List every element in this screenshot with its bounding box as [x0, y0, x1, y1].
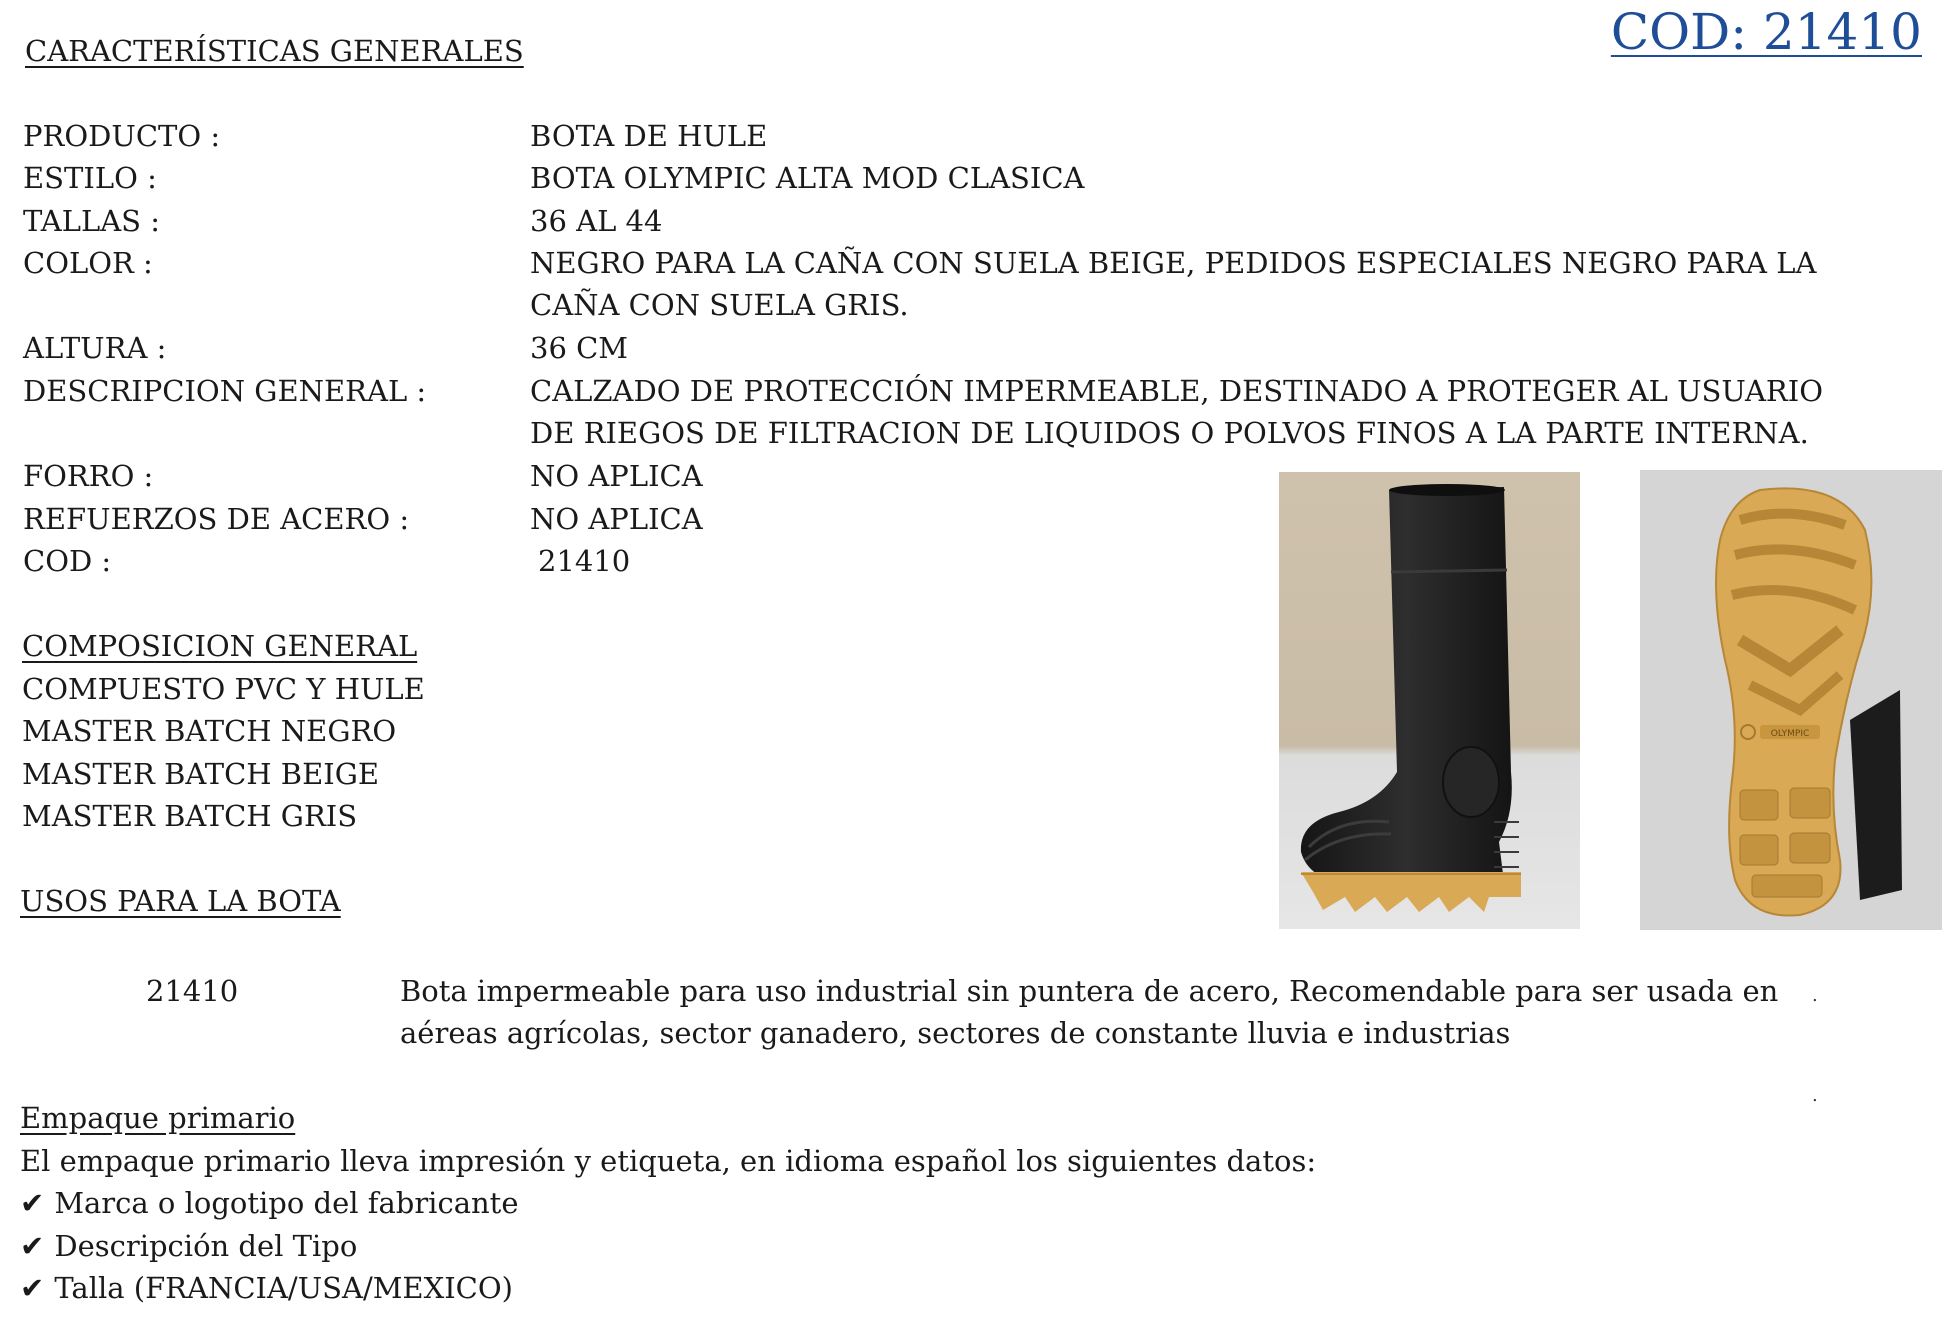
packaging-item: [20, 1267, 513, 1309]
spec-label-cod: COD :: [23, 544, 112, 578]
section-title: CARACTERÍSTICAS GENERALES: [25, 34, 524, 68]
checkmark-icon: ✔: [20, 1229, 45, 1263]
spec-value-descripcion: CALZADO DE PROTECCIÓN IMPERMEABLE, DESTINADO A PROTEGER AL USUARIO DE RIEGOS DE FILTRACION DE LIQUIDOS O POLVOS FINOS A LA PARTE INTERNA.: [530, 374, 1823, 450]
spec-value-refuerzos: NO APLICA: [530, 502, 703, 536]
uses-description-line: aéreas agrícolas, sector ganadero, sectores de constante lluvia e industrias: [400, 1016, 1511, 1050]
uses-description-line: Bota impermeable para uso industrial sin puntera de acero, Recomendable para ser usada en: [400, 974, 1779, 1008]
boot-sole-icon: [1640, 470, 1942, 930]
packaging-item-label: Marca o logotipo del fabricante: [54, 1186, 519, 1220]
spec-label-refuerzos: REFUERZOS DE ACERO :: [23, 502, 410, 536]
boot-side-icon: [1279, 472, 1580, 929]
checkmark-icon: ✔: [20, 1186, 45, 1220]
packaging-item: [20, 1182, 518, 1224]
composition-item: MASTER BATCH GRIS: [22, 799, 358, 833]
composition-item: MASTER BATCH BEIGE: [22, 757, 380, 791]
spec-value-cod: 21410: [538, 544, 631, 578]
spec-value-producto: BOTA DE HULE: [530, 119, 768, 153]
spec-value-forro: NO APLICA: [530, 459, 703, 493]
boot-sole-photo: [1640, 470, 1942, 930]
boot-side-photo: [1279, 472, 1580, 929]
spec-label-tallas: TALLAS :: [23, 204, 161, 238]
spec-value-tallas: 36 AL 44: [530, 204, 663, 238]
composition-item: COMPUESTO PVC Y HULE: [22, 672, 425, 706]
uses-title: USOS PARA LA BOTA: [20, 884, 341, 918]
packaging-intro: El empaque primario lleva impresión y etiqueta, en idioma español los siguientes datos:: [20, 1144, 1317, 1178]
spec-value-altura: 36 CM: [530, 331, 629, 365]
stray-dot: .: [1812, 985, 1818, 1006]
composition-title: COMPOSICION GENERAL: [22, 629, 418, 663]
uses-code: 21410: [146, 974, 239, 1008]
spec-label-forro: FORRO :: [23, 459, 154, 493]
product-code-header: COD: 21410: [1610, 3, 1922, 61]
spec-value-estilo: BOTA OLYMPIC ALTA MOD CLASICA: [530, 161, 1085, 195]
sole-brand-label: OLYMPIC: [1770, 729, 1810, 739]
spec-label-producto: PRODUCTO :: [23, 119, 221, 153]
packaging-item-label: Descripción del Tipo: [54, 1229, 358, 1263]
spec-label-color: COLOR :: [23, 246, 153, 280]
packaging-item-label: Talla (FRANCIA/USA/MEXICO): [54, 1271, 513, 1305]
packaging-item: [20, 1225, 357, 1267]
stray-dot: .: [1812, 1085, 1818, 1106]
spec-label-estilo: ESTILO :: [23, 161, 157, 195]
spec-label-descripcion: DESCRIPCION GENERAL :: [23, 374, 427, 408]
spec-value-color: NEGRO PARA LA CAÑA CON SUELA BEIGE, PEDIDOS ESPECIALES NEGRO PARA LA CAÑA CON SUELA GRIS.: [530, 246, 1817, 322]
packaging-title: Empaque primario: [20, 1101, 296, 1135]
composition-item: MASTER BATCH NEGRO: [22, 714, 397, 748]
checkmark-icon: ✔: [20, 1271, 45, 1305]
spec-label-altura: ALTURA :: [23, 331, 167, 365]
